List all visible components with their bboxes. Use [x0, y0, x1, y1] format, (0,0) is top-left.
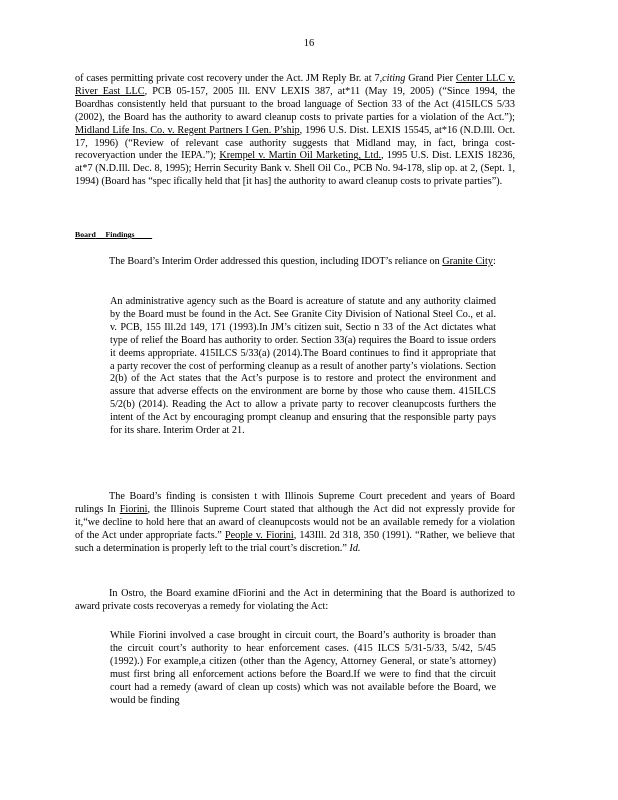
case-name-grand-pier: Center LLC v. River East LLC: [75, 73, 516, 97]
case-name-midland: Midland Life Ins. Co. v. Regent Partners I Gen. P’ship: [75, 124, 300, 136]
case-name-people-v-fiorini: People v. Fiorini: [224, 529, 294, 541]
block-quote-ostro: While Fiorini involved a case brought in circuit court, the Board’s authority is broader than the circuit court’s authority to hear enforcement cases. (415 ILCS 5/31-5/33, 5/42, 5/45 (1992).) For example,a citizen (other than the Agency, Attorney General, or state’s attorney) must first bring all enforcement actions before the Board.If we were to find that the circuit court had a remedy (award of clean up costs) which was not available before the Board, we would be finding: [110, 630, 496, 706]
paragraph-ostro: In Ostro, the Board examine dFiorini and the Act in determining that the Board is authorized to award private costs recoveryas a remedy for violating the Act:: [75, 588, 515, 612]
case-name-fiorini: Fiorini: [119, 503, 148, 515]
page-number: 16: [303, 38, 315, 49]
citing-signal: citing: [382, 73, 406, 84]
case-name-krempel: Krempel v. Martin Oil Marketing, Ltd.: [219, 150, 381, 162]
block-quote-interim-order: An administrative agency such as the Board is acreature of statute and any authority claimed by the Board must be found in the Act. See Granite City Division of National Steel Co., et al. v. PCB, 155 Ill.2d 149, 171 (1993).In JM’s citizen suit, Sectio n 33 of the Act dictates what type of relief the Board has authority to order. Section 33(a) requires the Board to issue orders it deems appropriate. 415ILCS 5/33(a) (2014).The Board continues to find it appropriate that a party recover the cost of performing cleanup as a result of another party’s violations. Section 2(b) of the Act states that the Act’s purpose is to restore and protect the environment and assure that adverse effects on the environment are borne by those who cause them. 415ILCS 5/2(b) (2014). Reading the Act to allow a private party to recover cleanupcosts furthers the intent of the Act by encouraging prompt cleanup and ensuring that the responsible party pays for its share. Interim Order at 21.: [110, 296, 496, 437]
paragraph-interim-order: The Board’s Interim Order addressed this question, including IDOT’s reliance on Granite City:: [109, 256, 496, 267]
id-signal: Id.: [349, 542, 361, 554]
paragraph-citations: of cases permitting private cost recovery under the Act. JM Reply Br. at 7,citing Grand Pier Center LLC v. River East LLC, PCB 05-157, 2005 Ill. ENV LEXIS 387, at*11 (May 19, 2005) (“Since 1994, the Boardhas consistently held that pursuant to the broad language of Section 33 of the Act (415ILCS 5/33 (2002), the Board has the authority to award cleanup costs to private parties for a violation of the Act.”); Midland Life Ins. Co. v. Regent Partners I Gen. P’ship, 1996 U.S. Dist. LEXIS 15545, at*16 (N.D.Ill. Oct. 17, 1996) (“Review of relevant case authority suggests that Midland may, in fact, bringa cost-recoveryaction under the IEPA.”); Krempel v. Martin Oil Marketing, Ltd., 1995 U.S. Dist. LEXIS 18236, at*7 (N.D.Ill. Dec. 8, 1995); Herrin Security Bank v. Shell Oil Co., PCB No. 94-178, slip op. at 2, (Sept. 1, 1994) (Board has “spec ifically held that [it has] the authority to award cleanup costs to private parties”).: [75, 73, 516, 188]
section-heading: Board Findings: [75, 230, 135, 239]
case-name-granite-city: Granite City: [442, 256, 493, 267]
paragraph-fiorini: The Board’s finding is consisten t with Illinois Supreme Court precedent and years of Board rulings In Fiorini, the Illinois Supreme Court stated that although the Act did not expressly provide for it,“we decline to hold here that an award of cleanupcosts would not be an available remedy for a violation of the Act under appropriate facts.” People v. Fiorini, 143Ill. 2d 318, 350 (1991). “Rather, we believe that such a determination is properly left to the trial court’s discretion.” Id.: [75, 491, 515, 554]
